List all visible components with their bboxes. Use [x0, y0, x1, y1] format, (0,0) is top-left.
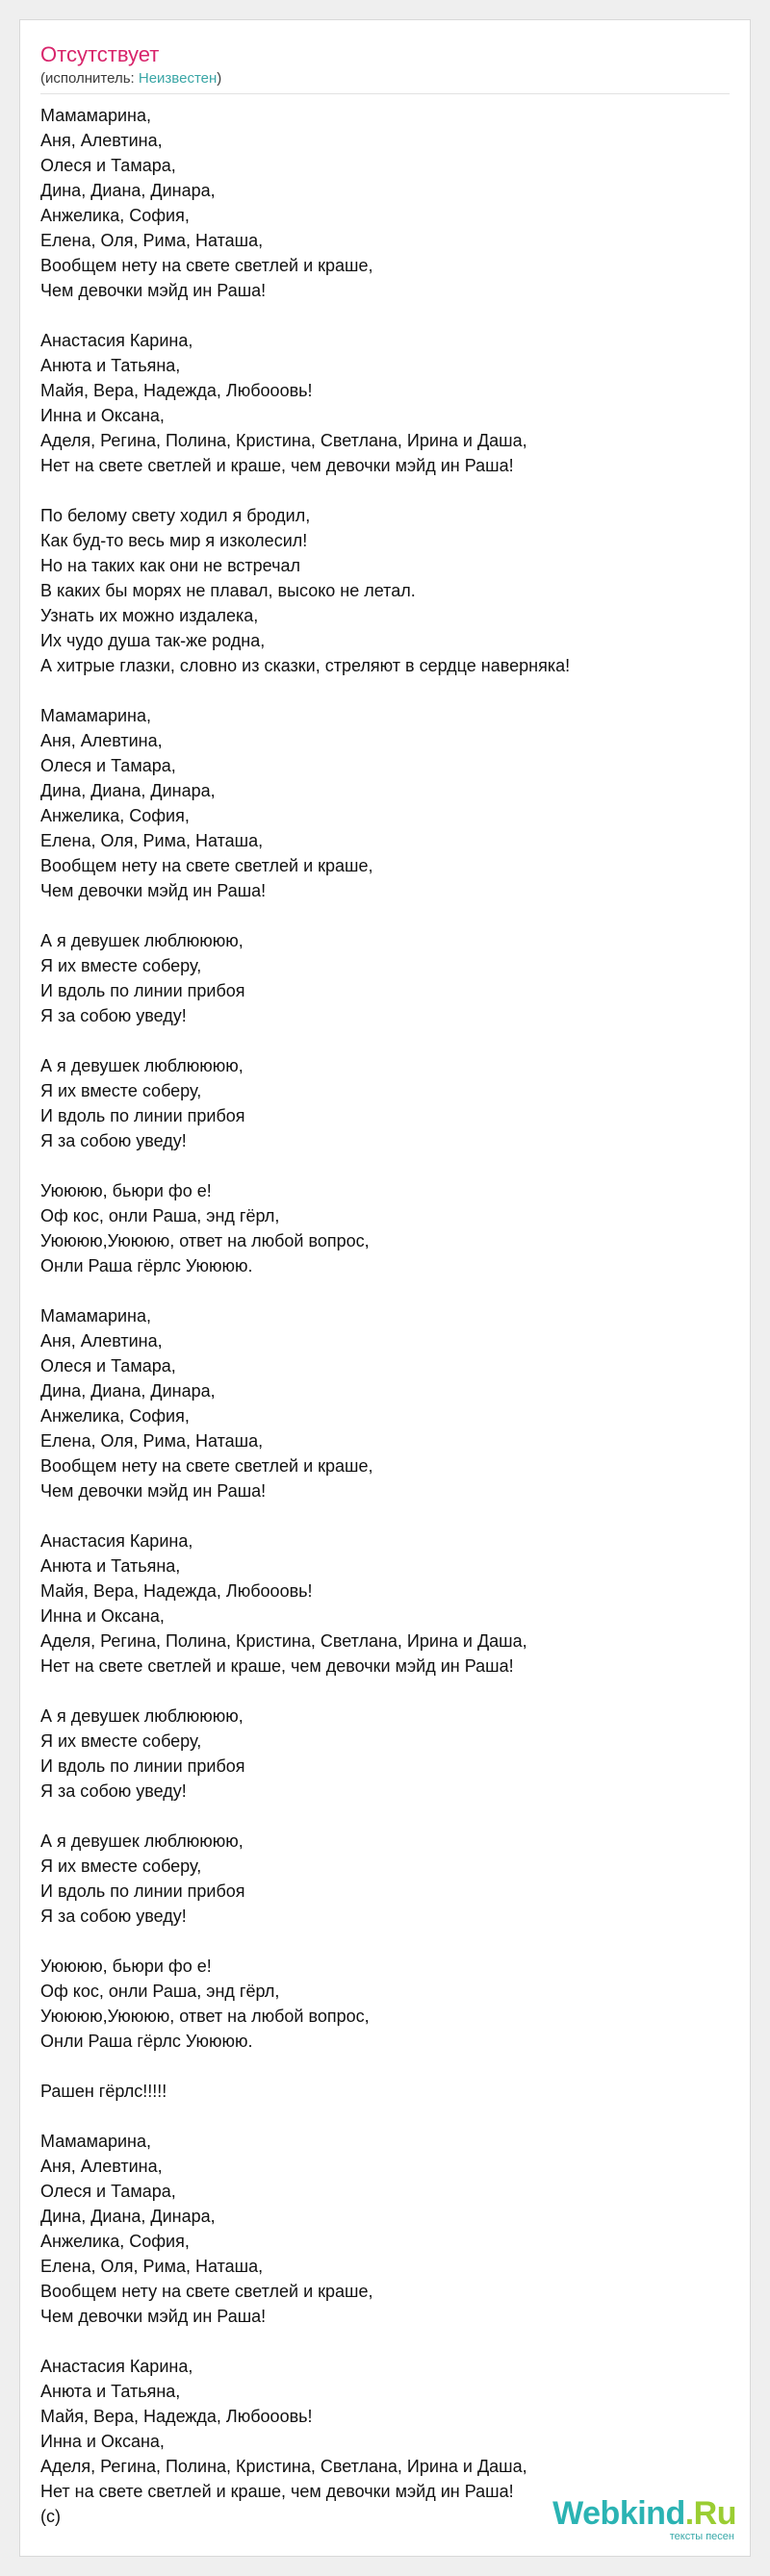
- artist-prefix: (исполнитель:: [40, 70, 139, 87]
- artist-line: [40, 70, 221, 88]
- logo-wordmark: [552, 2494, 736, 2533]
- lyrics-card: [19, 19, 751, 2557]
- site-logo[interactable]: [553, 2494, 736, 2548]
- artist-link[interactable]: Неизвестен: [138, 70, 218, 87]
- lyrics-text: Мамамарина, Аня, Алевтина, Олеся и Тамара, Дина, Диана, Динара, Анжелика, София, Елена, Оля, Рима, Наташа, Вообщем нету на свете светлей и краше, Чем девочки мэйд ин Раша! Анастасия Карина, Анюта и Татьяна, Майя, Вера, Надежда, Любооовь! Инна и Оксана, Аделя, Регина, Полина, Кристина, Светлана, Ирина и Даша, Нет на свете светлей и краше, чем девочки мэйд ин Раша! По белому свету ходил я бродил, Как буд-то весь мир я изколесил! Но на таких как они не встречал В каких бы морях не плавал, высоко не летал. Узнать их можно издалека, Их чудо душа так-же родна, А хитрые глазки, словно из сказки, стреляют в сердце наверняка! Мамамарина, Аня, Алевтина, Олеся и Тамара, Дина, Диана, Динара, Анжелика, София, Елена, Оля, Рима, Наташа, Вообщем нету на свете светлей и краше, Чем девочки мэйд ин Раша! А я девушек люблюююю, Я их вместе соберу, И вдоль по линии прибоя Я за собою уведу! А я девушек люблюююю, Я их вместе соберу, И вдоль по линии прибоя Я за собою уведу! Уюююю, бьюри фо е! Оф кос, онли Раша, энд гёрл, Уюююю,Уюююю, ответ на любой вопрос, Онли Раша гёрлс Уюююю. Мамамарина, Аня, Алевтина, Олеся и Тамара, Дина, Диана, Динара, Анжелика, София, Елена, Оля, Рима, Наташа, Вообщем нету на свете светлей и краше, Чем девочки мэйд ин Раша! Анастасия Карина, Анюта и Татьяна, Майя, Вера, Надежда, Любооовь! Инна и Оксана, Аделя, Регина, Полина, Кристина, Светлана, Ирина и Даша, Нет на свете светлей и краше, чем девочки мэйд ин Раша! А я девушек люблюююю, Я их вместе соберу, И вдоль по линии прибоя Я за собою уведу! А я девушек люблюююю, Я их вместе соберу, И вдоль по линии прибоя Я за собою уведу! Уюююю, бьюри фо е! Оф кос, онли Раша, энд гёрл, Уюююю,Уюююю, ответ на любой вопрос, Онли Раша гёрлс Уюююю. Рашен гёрлс!!!!! Мамамарина, Аня, Алевтина, Олеся и Тамара, Дина, Диана, Динара, Анжелика, София, Елена, Оля, Рима, Наташа, Вообщем нету на свете светлей и краше, Чем девочки мэйд ин Раша! Анастасия Карина, Анюта и Татьяна, Майя, Вера, Надежда, Любооовь! Инна и Оксана, Аделя, Регина, Полина, Кристина, Светлана, Ирина и Даша, Нет на свете светлей и краше, чем девочки мэйд ин Раша! (c): [40, 106, 571, 2526]
- artist-suffix: ): [217, 70, 222, 87]
- logo-web: Webkind: [552, 2495, 685, 2532]
- song-title: Отсутствует: [40, 42, 160, 66]
- song-header: [40, 41, 730, 94]
- logo-subtitle: тексты песен: [669, 2531, 734, 2542]
- logo-ru: .Ru: [684, 2495, 736, 2532]
